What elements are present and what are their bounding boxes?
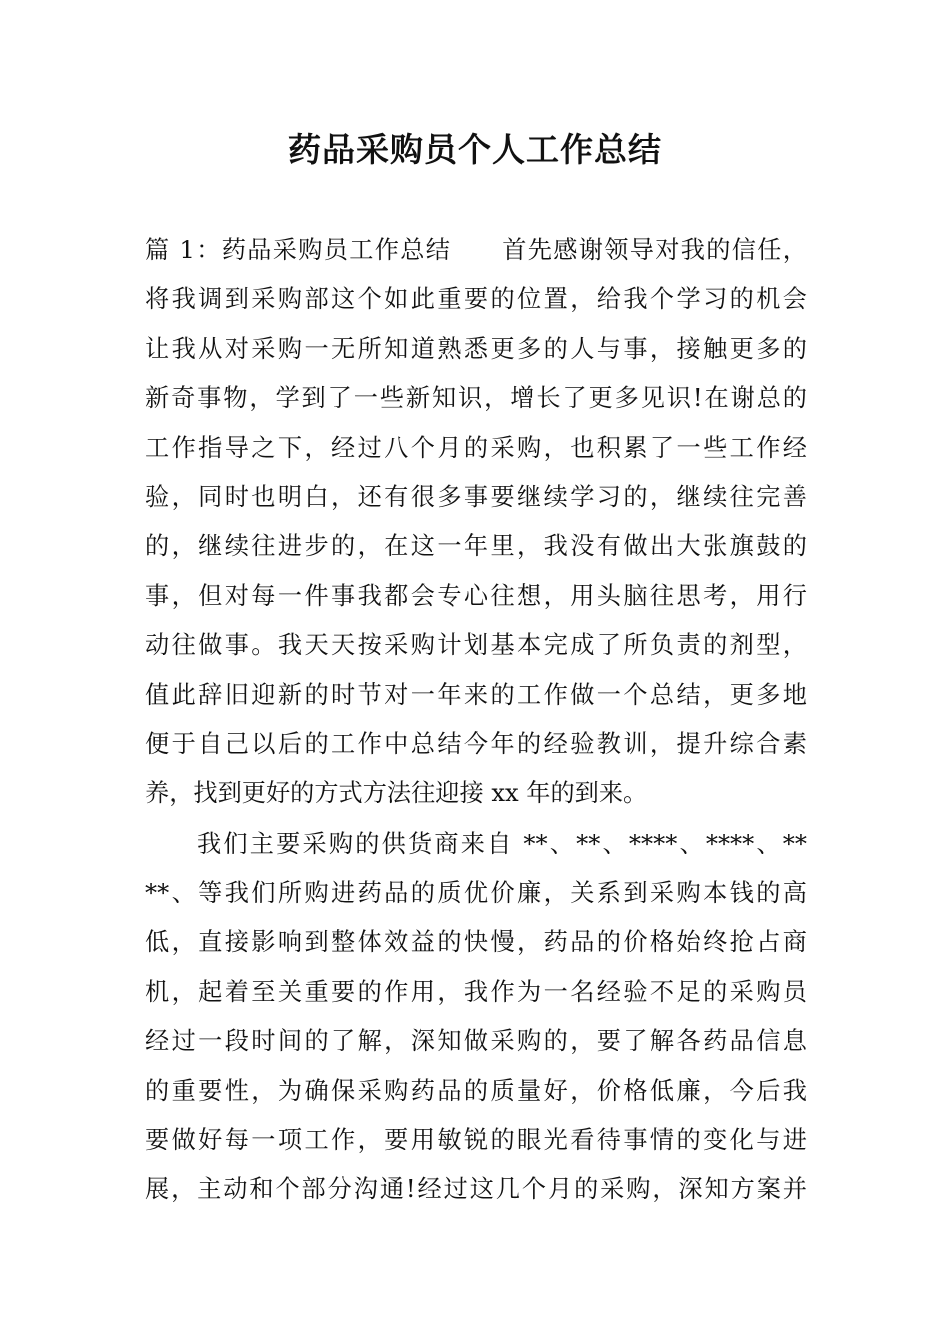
text-line: 便于自己以后的工作中总结今年的经验教训，提升综合素 <box>145 729 807 758</box>
text-line: 我们主要采购的供货商来自 **、**、****、****、** <box>197 829 807 858</box>
text-line: 让我从对采购一无所知道熟悉更多的人与事，接触更多的 <box>145 334 807 363</box>
document-body <box>145 226 807 1215</box>
text-line: 将我调到采购部这个如此重要的位置，给我个学习的机会 <box>145 285 807 314</box>
text-line: 经过一段时间的了解，深知做采购的，要了解各药品信息 <box>145 1027 807 1056</box>
text-line: 工作指导之下，经过八个月的采购，也积累了一些工作经 <box>145 433 807 462</box>
text-line: 验，同时也明白，还有很多事要继续学习的，继续往完善 <box>145 482 807 511</box>
text-line: 新奇事物，学到了一些新知识，增长了更多见识!在谢总的 <box>145 384 807 413</box>
text-line: 低，直接影响到整体效益的快慢，药品的价格始终抢占商 <box>145 928 807 957</box>
text-line: 要做好每一项工作，要用敏锐的眼光看待事情的变化与进 <box>145 1126 807 1155</box>
text-line: 篇 1：药品采购员工作总结 首先感谢领导对我的信任， <box>145 236 807 264</box>
text-line: 的，继续往进步的，在这一年里，我没有做出大张旗鼓的 <box>145 532 807 561</box>
text-line: 事，但对每一件事我都会专心往想，用头脑往思考，用行 <box>145 581 807 610</box>
text-line: 的重要性，为确保采购药品的质量好，价格低廉，今后我 <box>145 1076 807 1105</box>
document-title: 药品采购员个人工作总结 <box>288 130 662 169</box>
text-line: 机，起着至关重要的作用，我作为一名经验不足的采购员 <box>145 977 807 1006</box>
text-line: 养，找到更好的方式方法往迎接 xx 年的到来。 <box>145 779 648 808</box>
text-line: 展，主动和个部分沟通!经过这几个月的采购，深知方案并 <box>145 1175 807 1204</box>
text-line: 值此辞旧迎新的时节对一年来的工作做一个总结，更多地 <box>145 680 807 709</box>
text-line: 动往做事。我天天按采购计划基本完成了所负责的剂型， <box>145 631 807 660</box>
text-line: **、等我们所购进药品的质优价廉，关系到采购本钱的高 <box>145 879 807 908</box>
paragraph-1 <box>145 226 807 819</box>
paragraph-2 <box>145 820 807 1215</box>
